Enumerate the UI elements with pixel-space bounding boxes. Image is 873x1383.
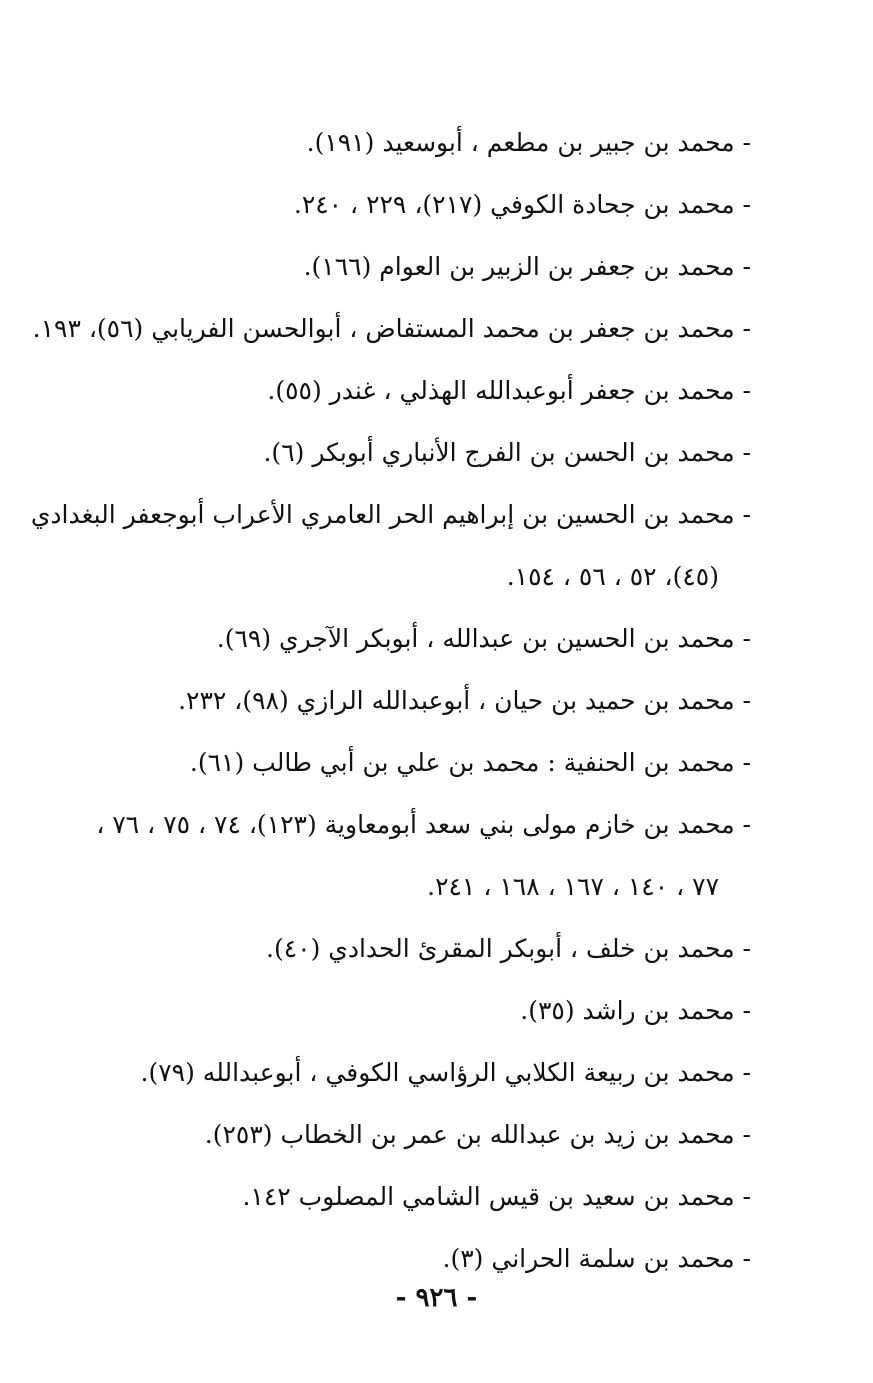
index-entry-text: - محمد بن جعفر أبوعبدالله الهذلي ، غندر (٥٥). bbox=[267, 376, 751, 405]
index-entry-text: - محمد بن زيد بن عبدالله بن عمر بن الخطاب (٢٥٣). bbox=[204, 1120, 751, 1149]
index-entry bbox=[31, 676, 751, 738]
index-entry-text: - محمد بن سعيد بن قيس الشامي المصلوب ١٤٢. bbox=[242, 1182, 751, 1211]
index-entry-text: - محمد بن خازم مولى بني سعد أبومعاوية (١٢٣)، ٧٤ ، ٧٥ ، ٧٦ ، bbox=[96, 810, 751, 839]
index-entry-text: - محمد بن الحنفية : محمد بن علي بن أبي طالب (٦١). bbox=[189, 748, 751, 777]
index-entry-text: - محمد بن خلف ، أبوبكر المقرئ الحدادي (٤٠). bbox=[266, 934, 751, 963]
index-entry-text: - محمد بن جعفر بن الزبير بن العوام (١٦٦). bbox=[303, 252, 751, 281]
index-entry-text: - محمد بن الحسين بن عبدالله ، أبوبكر الآجري (٦٩). bbox=[216, 624, 751, 653]
index-entry bbox=[31, 738, 751, 800]
index-entry-text: - محمد بن راشد (٣٥). bbox=[520, 996, 751, 1025]
index-entry-text: - محمد بن جعفر بن محمد المستفاض ، أبوالحسن الفريابي (٥٦)، ١٩٣. bbox=[32, 314, 751, 343]
index-entry bbox=[31, 924, 751, 986]
index-entry bbox=[31, 428, 751, 490]
index-entries-list bbox=[31, 118, 751, 1296]
index-entry bbox=[31, 986, 751, 1048]
index-entry bbox=[31, 490, 751, 614]
index-entry-text: - محمد بن سلمة الحراني (٣). bbox=[442, 1244, 751, 1273]
index-entry bbox=[31, 1172, 751, 1234]
index-entry bbox=[31, 118, 751, 180]
index-entry bbox=[31, 304, 751, 366]
page-number: - ٩٢٦ - bbox=[395, 1283, 478, 1313]
index-entry bbox=[31, 242, 751, 304]
index-entry bbox=[31, 366, 751, 428]
index-entry-text: - محمد بن الحسين بن إبراهيم الحر العامري الأعراب أبوجعفر البغدادي bbox=[30, 500, 751, 529]
index-entry bbox=[31, 1110, 751, 1172]
index-entry-continuation: (٤٥)، ٥٢ ، ٥٦ ، ١٥٤. bbox=[506, 562, 719, 591]
index-entry-text: - محمد بن جحادة الكوفي (٢١٧)، ٢٢٩ ، ٢٤٠. bbox=[293, 190, 751, 219]
index-entry-text: - محمد بن حميد بن حيان ، أبوعبدالله الرازي (٩٨)، ٢٣٢. bbox=[178, 686, 751, 715]
index-entry bbox=[31, 180, 751, 242]
index-entry-continuation: ٧٧ ، ١٤٠ ، ١٦٧ ، ١٦٨ ، ٢٤١. bbox=[427, 872, 719, 901]
index-entry-text: - محمد بن جبير بن مطعم ، أبوسعيد (١٩١). bbox=[306, 128, 751, 157]
index-entry bbox=[31, 800, 751, 924]
index-entry-text: - محمد بن الحسن بن الفرج الأنباري أبوبكر (٦). bbox=[263, 438, 751, 467]
index-entry bbox=[31, 1048, 751, 1110]
index-entry bbox=[31, 614, 751, 676]
index-entry-text: - محمد بن ربيعة الكلابي الرؤاسي الكوفي ، أبوعبدالله (٧٩). bbox=[140, 1058, 751, 1087]
